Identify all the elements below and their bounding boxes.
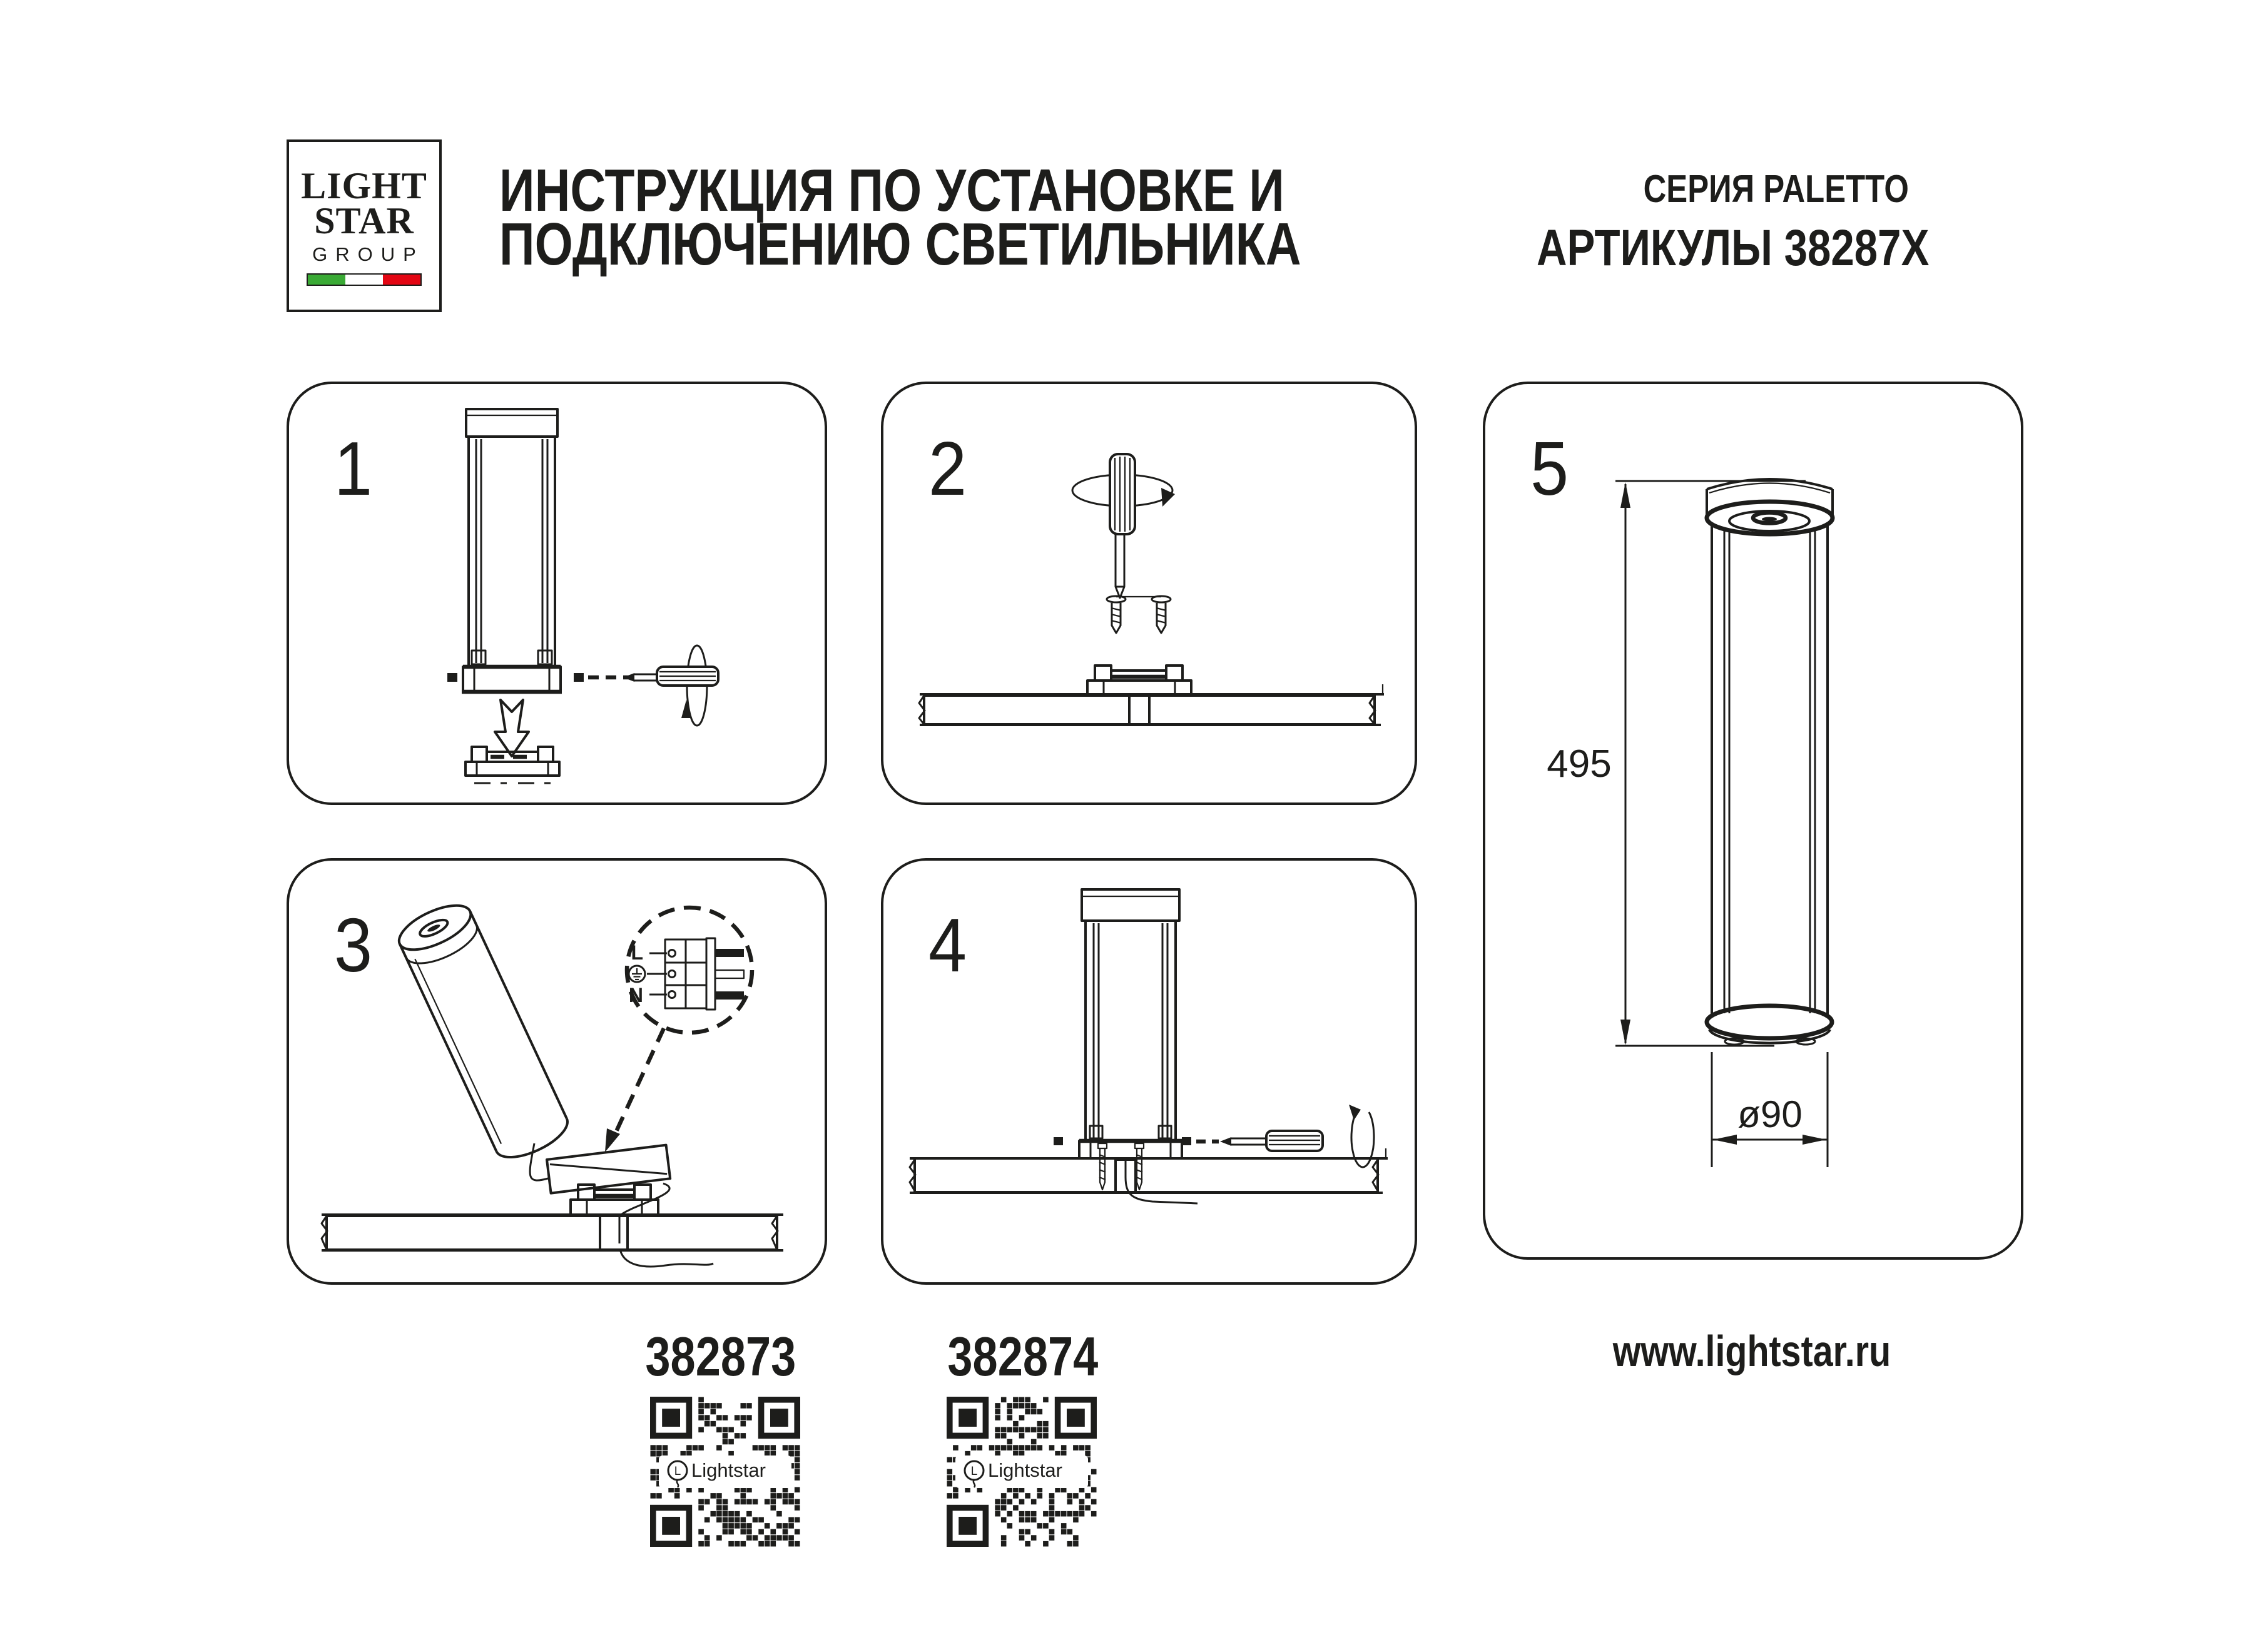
article-number-382874: 382874: [947, 1325, 1099, 1387]
lightstar-logo: [287, 139, 442, 312]
title-line-2: ПОДКЛЮЧЕНИЮ СВЕТИЛЬНИКА: [499, 211, 1301, 278]
article-number-382873: 382873: [645, 1325, 796, 1387]
terminal-live-label: L: [631, 941, 643, 964]
flag-red-stripe: [383, 275, 420, 285]
step-panel-1: [287, 382, 827, 805]
step-1-number: 1: [334, 426, 373, 511]
logo-word-star: STAR: [314, 200, 414, 241]
flag-white-stripe: [345, 275, 383, 285]
terminal-neutral-label: N: [628, 984, 643, 1006]
logo-word-light: LIGHT: [301, 165, 427, 206]
series-header: [1537, 170, 2015, 274]
logo-word-group: GROUP: [312, 243, 424, 265]
qr-code-382873: [650, 1397, 800, 1547]
articles-label: АРТИКУЛЫ 38287X: [1537, 220, 1930, 276]
step-panel-3: [287, 858, 827, 1285]
series-label: СЕРИЯ PALETTO: [1643, 168, 1909, 211]
italian-flag-icon: [307, 273, 422, 286]
step-4-diagram: [883, 861, 1415, 1282]
svg-text:L: L: [674, 1465, 681, 1478]
step-panel-2: [881, 382, 1417, 805]
step-5-dimension-drawing: [1485, 384, 2021, 1257]
step-3-number: 3: [334, 903, 373, 988]
svg-text:Lightstar: Lightstar: [988, 1459, 1062, 1481]
diameter-dimension-label: ø90: [1737, 1093, 1803, 1135]
step-panel-4: [881, 858, 1417, 1285]
step-3-diagram: [289, 861, 825, 1282]
height-dimension-label: 495: [1547, 742, 1612, 786]
svg-text:Lightstar: Lightstar: [691, 1459, 766, 1481]
qr-code-382874: [947, 1397, 1097, 1547]
page-title: [499, 157, 1477, 278]
step-panel-5: [1483, 382, 2023, 1260]
step-2-number: 2: [928, 426, 967, 511]
step-1-diagram: [289, 384, 825, 802]
step-4-number: 4: [928, 903, 967, 988]
website-url: www.lightstar.ru: [1612, 1327, 1891, 1375]
title-line-1: ИНСТРУКЦИЯ ПО УСТАНОВКЕ И: [499, 157, 1284, 224]
svg-text:L: L: [970, 1465, 978, 1478]
step-5-number: 5: [1530, 426, 1569, 511]
flag-green-stripe: [308, 275, 345, 285]
step-2-diagram: [883, 384, 1415, 802]
